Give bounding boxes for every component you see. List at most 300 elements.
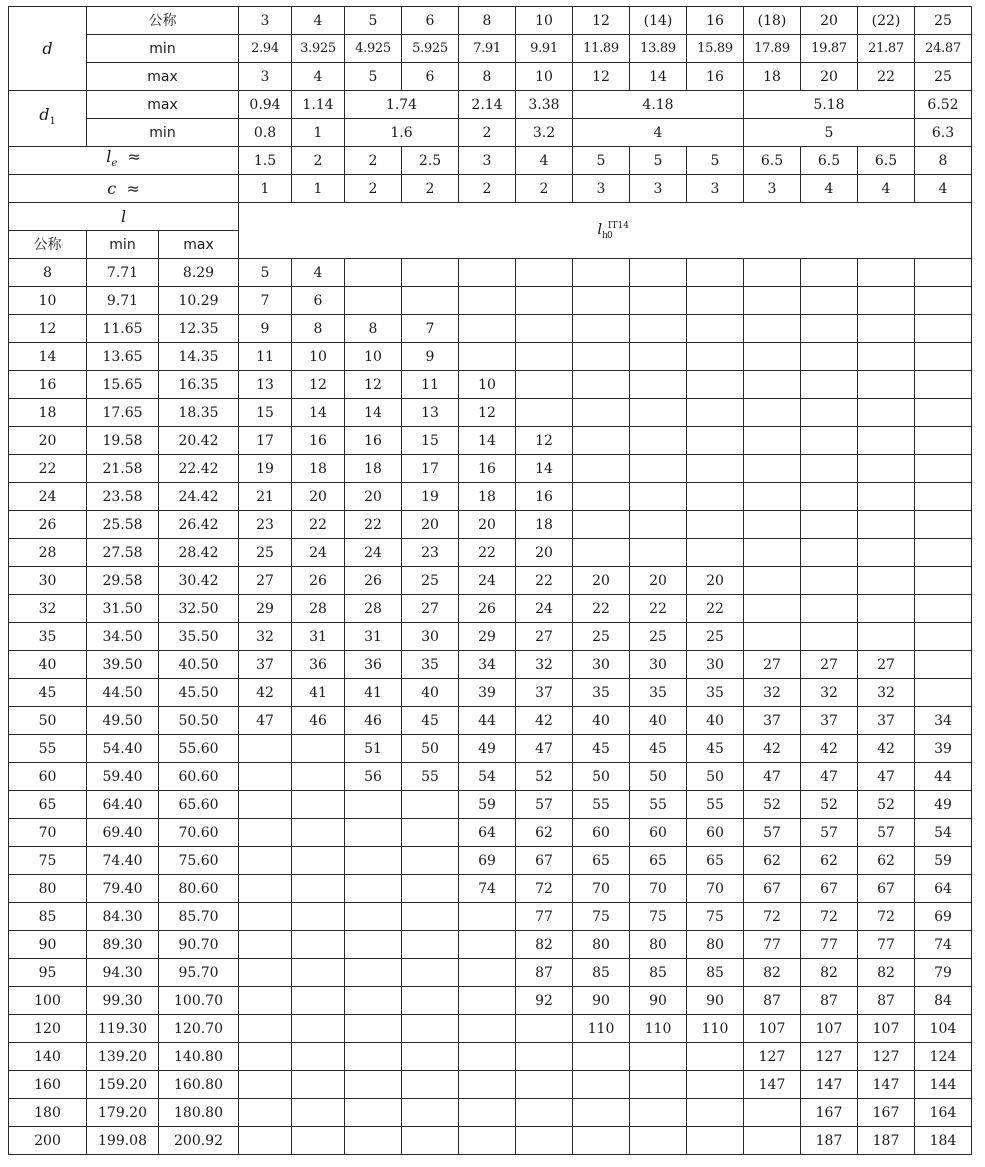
c-cell: 2 bbox=[516, 175, 573, 203]
lh-cell: 110 bbox=[630, 1015, 687, 1043]
lh-cell: 29 bbox=[459, 623, 516, 651]
table-row bbox=[9, 343, 972, 371]
lh-empty-cell bbox=[292, 931, 345, 959]
lh-cell: 87 bbox=[801, 987, 858, 1015]
lh-empty-cell bbox=[915, 371, 972, 399]
lh-cell: 18 bbox=[516, 511, 573, 539]
lh-empty-cell bbox=[630, 511, 687, 539]
d1-max-cell: 5.18 bbox=[744, 91, 915, 119]
lh-cell: 39 bbox=[459, 679, 516, 707]
d-nominal-cell: (14) bbox=[630, 7, 687, 35]
lh-cell: 45 bbox=[573, 735, 630, 763]
lh-empty-cell bbox=[744, 343, 801, 371]
d-nominal-cell: 8 bbox=[459, 7, 516, 35]
l-min-cell: 74.40 bbox=[87, 847, 159, 875]
lh-cell: 49 bbox=[459, 735, 516, 763]
lh-cell: 50 bbox=[402, 735, 459, 763]
lh-cell: 80 bbox=[630, 931, 687, 959]
lh-empty-cell bbox=[915, 511, 972, 539]
l-max-cell: 65.60 bbox=[159, 791, 239, 819]
lh-empty-cell bbox=[858, 623, 915, 651]
lh-empty-cell bbox=[239, 987, 292, 1015]
lh-cell: 85 bbox=[573, 959, 630, 987]
lh-empty-cell bbox=[744, 511, 801, 539]
d-max-cell: 25 bbox=[915, 63, 972, 91]
lh-cell: 79 bbox=[915, 959, 972, 987]
lh-cell: 70 bbox=[687, 875, 744, 903]
d-min-cell: 4.925 bbox=[345, 35, 402, 63]
lh-cell: 147 bbox=[858, 1071, 915, 1099]
lh-cell: 35 bbox=[687, 679, 744, 707]
lh-empty-cell bbox=[345, 1099, 402, 1127]
table-row bbox=[9, 959, 972, 987]
lh-cell: 24 bbox=[345, 539, 402, 567]
lh-cell: 20 bbox=[345, 483, 402, 511]
lh-cell: 25 bbox=[630, 623, 687, 651]
lh-empty-cell bbox=[459, 987, 516, 1015]
lh-empty-cell bbox=[239, 931, 292, 959]
lh-cell: 42 bbox=[516, 707, 573, 735]
le-cell: 2 bbox=[345, 147, 402, 175]
lh-empty-cell bbox=[630, 539, 687, 567]
lh-empty-cell bbox=[858, 259, 915, 287]
lh-empty-cell bbox=[744, 595, 801, 623]
lh-empty-cell bbox=[915, 343, 972, 371]
lh-cell: 44 bbox=[459, 707, 516, 735]
lh-cell: 57 bbox=[744, 819, 801, 847]
lh-empty-cell bbox=[858, 539, 915, 567]
lh-cell: 57 bbox=[516, 791, 573, 819]
lh-cell: 34 bbox=[459, 651, 516, 679]
lh-empty-cell bbox=[516, 1099, 573, 1127]
d1-symbol-main: d bbox=[39, 104, 50, 124]
l-nominal-cell: 12 bbox=[9, 315, 87, 343]
lh-empty-cell bbox=[345, 875, 402, 903]
lh-empty-cell bbox=[573, 287, 630, 315]
lh-cell: 20 bbox=[687, 567, 744, 595]
lh-cell: 16 bbox=[516, 483, 573, 511]
lh-cell: 32 bbox=[239, 623, 292, 651]
lh-empty-cell bbox=[801, 315, 858, 343]
lh-cell: 37 bbox=[801, 707, 858, 735]
lh-cell: 20 bbox=[402, 511, 459, 539]
l-nominal-cell: 30 bbox=[9, 567, 87, 595]
l-max-cell: 28.42 bbox=[159, 539, 239, 567]
l-min-cell: 139.20 bbox=[87, 1043, 159, 1071]
lh-empty-cell bbox=[744, 315, 801, 343]
lh-cell: 14 bbox=[345, 399, 402, 427]
d1-max-cell: 4.18 bbox=[573, 91, 744, 119]
lh-empty-cell bbox=[345, 959, 402, 987]
lh-empty-cell bbox=[402, 931, 459, 959]
lh-cell: 70 bbox=[573, 875, 630, 903]
lh-empty-cell bbox=[630, 427, 687, 455]
lh-cell: 7 bbox=[239, 287, 292, 315]
lh-cell: 147 bbox=[801, 1071, 858, 1099]
table-row bbox=[9, 511, 972, 539]
d-max-cell: 5 bbox=[345, 63, 402, 91]
d-min-label: min bbox=[87, 35, 239, 63]
l-max-cell: 90.70 bbox=[159, 931, 239, 959]
l-max-cell: 50.50 bbox=[159, 707, 239, 735]
lh-empty-cell bbox=[345, 259, 402, 287]
lh-empty-cell bbox=[573, 399, 630, 427]
lh-empty-cell bbox=[801, 259, 858, 287]
lh-sub2: 0 bbox=[606, 230, 613, 241]
lh-cell: 36 bbox=[345, 651, 402, 679]
lh-cell: 14 bbox=[292, 399, 345, 427]
lh-cell: 40 bbox=[630, 707, 687, 735]
lh-cell: 75 bbox=[573, 903, 630, 931]
lh-empty-cell bbox=[292, 903, 345, 931]
lh-cell: 64 bbox=[915, 875, 972, 903]
l-min-cell: 25.58 bbox=[87, 511, 159, 539]
lh-cell: 19 bbox=[239, 455, 292, 483]
l-min-cell: 15.65 bbox=[87, 371, 159, 399]
lh-empty-cell bbox=[915, 455, 972, 483]
lh-cell: 92 bbox=[516, 987, 573, 1015]
lh-cell: 20 bbox=[292, 483, 345, 511]
l-max-cell: 12.35 bbox=[159, 315, 239, 343]
lh-empty-cell bbox=[858, 483, 915, 511]
l-min-cell: 44.50 bbox=[87, 679, 159, 707]
lh-empty-cell bbox=[687, 1043, 744, 1071]
lh-cell: 47 bbox=[516, 735, 573, 763]
lh-cell: 59 bbox=[915, 847, 972, 875]
l-max-cell: 60.60 bbox=[159, 763, 239, 791]
lh-empty-cell bbox=[345, 1127, 402, 1155]
lh-empty-cell bbox=[801, 595, 858, 623]
d1-symbol-sub: 1 bbox=[49, 116, 56, 128]
lh-cell: 12 bbox=[459, 399, 516, 427]
le-cell: 3 bbox=[459, 147, 516, 175]
lh-cell: 10 bbox=[292, 343, 345, 371]
l-nominal-cell: 60 bbox=[9, 763, 87, 791]
lh-empty-cell bbox=[801, 623, 858, 651]
lh-empty-cell bbox=[459, 1099, 516, 1127]
lh-empty-cell bbox=[858, 595, 915, 623]
l-min-cell: 19.58 bbox=[87, 427, 159, 455]
table-row bbox=[9, 987, 972, 1015]
lh-cell: 54 bbox=[459, 763, 516, 791]
lh-empty-cell bbox=[915, 483, 972, 511]
lh-cell: 70 bbox=[630, 875, 687, 903]
lh-empty-cell bbox=[687, 287, 744, 315]
row-l-header bbox=[9, 203, 972, 231]
lh-cell: 110 bbox=[573, 1015, 630, 1043]
lh-cell: 22 bbox=[516, 567, 573, 595]
l-min-cell: 59.40 bbox=[87, 763, 159, 791]
lh-cell: 30 bbox=[402, 623, 459, 651]
l-nominal-cell: 65 bbox=[9, 791, 87, 819]
l-min-cell: 54.40 bbox=[87, 735, 159, 763]
lh-empty-cell bbox=[858, 315, 915, 343]
row-d-nominal bbox=[9, 7, 972, 35]
lh-cell: 57 bbox=[858, 819, 915, 847]
c-cell: 3 bbox=[744, 175, 801, 203]
le-cell: 4 bbox=[516, 147, 573, 175]
lh-empty-cell bbox=[744, 259, 801, 287]
lh-cell: 75 bbox=[630, 903, 687, 931]
le-cell: 5 bbox=[573, 147, 630, 175]
l-min-cell: 79.40 bbox=[87, 875, 159, 903]
lh-cell: 62 bbox=[516, 819, 573, 847]
lh-cell: 32 bbox=[858, 679, 915, 707]
lh-cell: 30 bbox=[687, 651, 744, 679]
c-approx: ≈ bbox=[126, 178, 140, 198]
row-d-min bbox=[9, 35, 972, 63]
d1-min-cell: 0.8 bbox=[239, 119, 292, 147]
l-nominal-cell: 55 bbox=[9, 735, 87, 763]
lh-empty-cell bbox=[573, 427, 630, 455]
lh-empty-cell bbox=[516, 287, 573, 315]
le-cell: 5 bbox=[630, 147, 687, 175]
lh-empty-cell bbox=[573, 1071, 630, 1099]
le-cell: 6.5 bbox=[801, 147, 858, 175]
lh-empty-cell bbox=[345, 287, 402, 315]
lh-cell: 52 bbox=[744, 791, 801, 819]
lh-header bbox=[239, 203, 972, 259]
lh-cell: 30 bbox=[630, 651, 687, 679]
lh-empty-cell bbox=[573, 1043, 630, 1071]
l-max-cell: 85.70 bbox=[159, 903, 239, 931]
d1-min-cell: 2 bbox=[459, 119, 516, 147]
d-min-cell: 7.91 bbox=[459, 35, 516, 63]
lh-cell: 187 bbox=[858, 1127, 915, 1155]
l-min-cell: 119.30 bbox=[87, 1015, 159, 1043]
lh-cell: 54 bbox=[915, 819, 972, 847]
table-row bbox=[9, 763, 972, 791]
lh-empty-cell bbox=[292, 1071, 345, 1099]
lh-cell: 14 bbox=[516, 455, 573, 483]
lh-empty-cell bbox=[239, 1043, 292, 1071]
lh-cell: 26 bbox=[345, 567, 402, 595]
d-max-cell: 4 bbox=[292, 63, 345, 91]
lh-cell: 28 bbox=[345, 595, 402, 623]
lh-empty-cell bbox=[239, 1099, 292, 1127]
lh-cell: 74 bbox=[459, 875, 516, 903]
lh-cell: 42 bbox=[858, 735, 915, 763]
d-min-cell: 13.89 bbox=[630, 35, 687, 63]
table-row bbox=[9, 399, 972, 427]
l-nominal-label: 公称 bbox=[9, 231, 87, 259]
d-max-cell: 3 bbox=[239, 63, 292, 91]
l-min-cell: 69.40 bbox=[87, 819, 159, 847]
lh-cell: 24 bbox=[459, 567, 516, 595]
lh-cell: 65 bbox=[573, 847, 630, 875]
table-row bbox=[9, 455, 972, 483]
lh-empty-cell bbox=[801, 483, 858, 511]
lh-cell: 167 bbox=[801, 1099, 858, 1127]
lh-empty-cell bbox=[687, 427, 744, 455]
lh-empty-cell bbox=[402, 791, 459, 819]
l-min-cell: 23.58 bbox=[87, 483, 159, 511]
d-nominal-cell: 5 bbox=[345, 7, 402, 35]
lh-sup: IT14 bbox=[607, 220, 629, 231]
lh-empty-cell bbox=[345, 1071, 402, 1099]
lh-empty-cell bbox=[744, 399, 801, 427]
lh-empty-cell bbox=[915, 651, 972, 679]
lh-empty-cell bbox=[630, 1127, 687, 1155]
lh-cell: 25 bbox=[402, 567, 459, 595]
lh-empty-cell bbox=[345, 847, 402, 875]
lh-empty-cell bbox=[801, 539, 858, 567]
lh-symbol: l bbox=[597, 219, 603, 238]
d-min-cell: 5.925 bbox=[402, 35, 459, 63]
lh-empty-cell bbox=[292, 1099, 345, 1127]
le-symbol-sub: e bbox=[111, 158, 118, 170]
lh-empty-cell bbox=[687, 343, 744, 371]
table-row bbox=[9, 735, 972, 763]
lh-empty-cell bbox=[573, 259, 630, 287]
lh-cell: 104 bbox=[915, 1015, 972, 1043]
lh-empty-cell bbox=[744, 567, 801, 595]
lh-empty-cell bbox=[459, 343, 516, 371]
l-max-cell: 200.92 bbox=[159, 1127, 239, 1155]
lh-cell: 22 bbox=[459, 539, 516, 567]
lh-cell: 24 bbox=[516, 595, 573, 623]
lh-cell: 19 bbox=[402, 483, 459, 511]
lh-empty-cell bbox=[630, 1099, 687, 1127]
d-min-cell: 21.87 bbox=[858, 35, 915, 63]
lh-cell: 55 bbox=[687, 791, 744, 819]
lh-cell: 65 bbox=[630, 847, 687, 875]
lh-empty-cell bbox=[239, 791, 292, 819]
lh-cell: 47 bbox=[858, 763, 915, 791]
d-min-cell: 9.91 bbox=[516, 35, 573, 63]
lh-cell: 77 bbox=[801, 931, 858, 959]
d-nominal-cell: 4 bbox=[292, 7, 345, 35]
l-min-cell: 11.65 bbox=[87, 315, 159, 343]
pin-dimension-table bbox=[8, 6, 972, 1155]
lh-cell: 67 bbox=[744, 875, 801, 903]
lh-cell: 47 bbox=[239, 707, 292, 735]
lh-cell: 56 bbox=[345, 763, 402, 791]
d1-min-cell: 1 bbox=[292, 119, 345, 147]
lh-cell: 34 bbox=[915, 707, 972, 735]
l-min-cell: 99.30 bbox=[87, 987, 159, 1015]
l-nominal-cell: 90 bbox=[9, 931, 87, 959]
lh-cell: 25 bbox=[239, 539, 292, 567]
d-nominal-cell: 10 bbox=[516, 7, 573, 35]
lh-empty-cell bbox=[459, 903, 516, 931]
l-max-cell: 140.80 bbox=[159, 1043, 239, 1071]
l-nominal-cell: 140 bbox=[9, 1043, 87, 1071]
l-nominal-cell: 10 bbox=[9, 287, 87, 315]
lh-cell: 16 bbox=[459, 455, 516, 483]
d1-min-cell: 6.3 bbox=[915, 119, 972, 147]
lh-empty-cell bbox=[858, 399, 915, 427]
c-cell: 4 bbox=[801, 175, 858, 203]
lh-cell: 12 bbox=[292, 371, 345, 399]
lh-cell: 60 bbox=[687, 819, 744, 847]
lh-cell: 17 bbox=[402, 455, 459, 483]
d1-min-cell: 4 bbox=[573, 119, 744, 147]
le-label bbox=[9, 147, 239, 175]
lh-cell: 87 bbox=[516, 959, 573, 987]
l-min-cell: 29.58 bbox=[87, 567, 159, 595]
lh-cell: 82 bbox=[858, 959, 915, 987]
l-min-cell: 7.71 bbox=[87, 259, 159, 287]
lh-empty-cell bbox=[292, 819, 345, 847]
lh-cell: 37 bbox=[239, 651, 292, 679]
lh-cell: 62 bbox=[744, 847, 801, 875]
lh-cell: 147 bbox=[744, 1071, 801, 1099]
l-max-cell: 30.42 bbox=[159, 567, 239, 595]
lh-cell: 62 bbox=[858, 847, 915, 875]
d1-max-cell: 0.94 bbox=[239, 91, 292, 119]
l-max-cell: 24.42 bbox=[159, 483, 239, 511]
row-d1-min bbox=[9, 119, 972, 147]
lh-empty-cell bbox=[239, 847, 292, 875]
lh-empty-cell bbox=[402, 1015, 459, 1043]
d1-max-cell: 6.52 bbox=[915, 91, 972, 119]
lh-empty-cell bbox=[573, 1127, 630, 1155]
lh-cell: 127 bbox=[744, 1043, 801, 1071]
table-row bbox=[9, 567, 972, 595]
lh-cell: 14 bbox=[459, 427, 516, 455]
lh-empty-cell bbox=[687, 1099, 744, 1127]
lh-empty-cell bbox=[459, 1015, 516, 1043]
lh-cell: 75 bbox=[687, 903, 744, 931]
lh-cell: 37 bbox=[858, 707, 915, 735]
l-max-cell: 95.70 bbox=[159, 959, 239, 987]
lh-empty-cell bbox=[630, 315, 687, 343]
lh-empty-cell bbox=[687, 539, 744, 567]
table-row bbox=[9, 1071, 972, 1099]
lh-empty-cell bbox=[402, 1043, 459, 1071]
d1-max-cell: 3.38 bbox=[516, 91, 573, 119]
l-max-cell: 14.35 bbox=[159, 343, 239, 371]
lh-cell: 40 bbox=[402, 679, 459, 707]
lh-cell: 65 bbox=[687, 847, 744, 875]
l-nominal-cell: 32 bbox=[9, 595, 87, 623]
lh-empty-cell bbox=[516, 1071, 573, 1099]
lh-empty-cell bbox=[630, 399, 687, 427]
lh-cell: 82 bbox=[744, 959, 801, 987]
le-cell: 2 bbox=[292, 147, 345, 175]
lh-empty-cell bbox=[516, 1127, 573, 1155]
d-min-cell: 17.89 bbox=[744, 35, 801, 63]
lh-cell: 11 bbox=[239, 343, 292, 371]
lh-empty-cell bbox=[573, 511, 630, 539]
lh-empty-cell bbox=[292, 875, 345, 903]
lh-empty-cell bbox=[459, 315, 516, 343]
lh-empty-cell bbox=[630, 483, 687, 511]
c-cell: 4 bbox=[915, 175, 972, 203]
l-min-cell: 199.08 bbox=[87, 1127, 159, 1155]
lh-empty-cell bbox=[345, 1015, 402, 1043]
l-max-cell: 100.70 bbox=[159, 987, 239, 1015]
table-row bbox=[9, 623, 972, 651]
lh-cell: 72 bbox=[516, 875, 573, 903]
lh-cell: 39 bbox=[915, 735, 972, 763]
lh-cell: 69 bbox=[459, 847, 516, 875]
le-cell: 6.5 bbox=[858, 147, 915, 175]
lh-cell: 60 bbox=[573, 819, 630, 847]
lh-cell: 47 bbox=[801, 763, 858, 791]
l-nominal-cell: 16 bbox=[9, 371, 87, 399]
c-cell: 3 bbox=[687, 175, 744, 203]
lh-empty-cell bbox=[239, 1127, 292, 1155]
table-row bbox=[9, 1043, 972, 1071]
lh-empty-cell bbox=[402, 1127, 459, 1155]
d-nominal-cell: 6 bbox=[402, 7, 459, 35]
l-min-cell: 21.58 bbox=[87, 455, 159, 483]
lh-sub: h bbox=[602, 230, 608, 241]
lh-cell: 40 bbox=[687, 707, 744, 735]
d1-max-cell: 2.14 bbox=[459, 91, 516, 119]
